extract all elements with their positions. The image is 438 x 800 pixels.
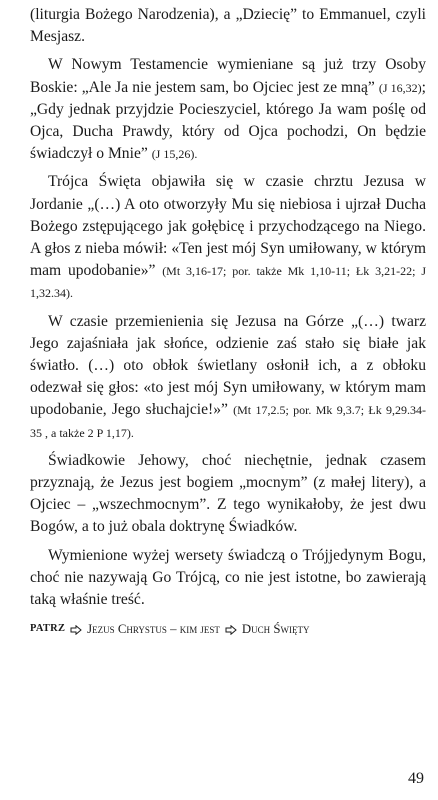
paragraph-text: Trójca Święta objawiła się w czasie chrztu Jezusa w Jordanie „(…) A oto otworzyły Mu się niebiosa i ujrzał Ducha Bożego zstępującego jak gołębicę i przychodzącego na Niego. A głos z nieba mówił: «Ten jest mój Syn umiłowany, w którym mam upodobanie»” xyxy=(30,173,426,280)
paragraph-text: W czasie przemienienia się Jezusa na Górze „(…) twarz Jego zajaśniała jak słońce, odzienie zaś stało się białe jak światło. (…) oto obłok świetlany osłonił ich, a z obłoku odezwał się głos: «to jest mój Syn umiłowany, w którym mam upodobanie, Jego słuchajcie!»” xyxy=(30,312,426,419)
paragraph-text: (liturgia Bożego Narodzenia), a „Dziecię” to Emmanuel, czyli Mesjasz. xyxy=(30,6,426,46)
paragraph-3 xyxy=(30,171,426,304)
paragraph-6 xyxy=(30,545,426,612)
paragraph-text: Świadkowie Jehowy, choć niechętnie, jednak czasem przyznają, że Jezus jest bogiem „mocnym” (z małej litery), a Ojciec – „wszechmocnym”. Z tego wynikałoby, że jest dwu Bogów, a to już obala doktrynę Świadków. xyxy=(30,451,426,536)
citation: (Mt 3,16-17; por. także Mk 1,10-11; Łk 3,21-22; J 1,32.34). xyxy=(30,264,426,301)
see-also-link-duch-swiety[interactable]: Duch Święty xyxy=(241,622,310,637)
paragraph-text: W Nowym Testamencie wymieniane są już trzy Osoby Boskie: „Ale Ja nie jestem sam, bo Ojciec jest ze mną” xyxy=(30,56,426,96)
citation: (J 16,32) xyxy=(378,80,422,95)
arrow-right-icon xyxy=(70,624,82,634)
page-body xyxy=(30,4,426,637)
citation: (Mt 17,2.5; por. Mk 9,3.7; Łk 9,29.34-35 , a także 2 P 1,17). xyxy=(30,403,426,440)
see-also xyxy=(30,621,426,637)
see-also-link-jezus-chrystus[interactable]: Jezus Chrystus – kim jest xyxy=(87,622,220,637)
paragraph-1 xyxy=(30,4,426,48)
paragraph-text: Wymienione wyżej wersety świadczą o Trójjedynym Bogu, choć nie nazywają Go Trójcą, co nie jest istotne, bo zawierają taką właśnie treść. xyxy=(30,546,426,609)
see-also-label: PATRZ xyxy=(30,623,66,635)
paragraph-text: ; „Gdy jednak przyjdzie Pocieszyciel, którego Ja wam poślę od Ojca, Ducha Prawdy, który od Ojca pochodzi, On będzie świadczył o Mnie” xyxy=(30,78,426,163)
arrow-right-icon xyxy=(225,624,237,634)
page-number: 49 xyxy=(408,770,424,787)
paragraph-2 xyxy=(30,54,426,165)
citation: (J 15,26). xyxy=(151,147,198,162)
paragraph-4 xyxy=(30,311,426,444)
paragraph-5 xyxy=(30,450,426,539)
